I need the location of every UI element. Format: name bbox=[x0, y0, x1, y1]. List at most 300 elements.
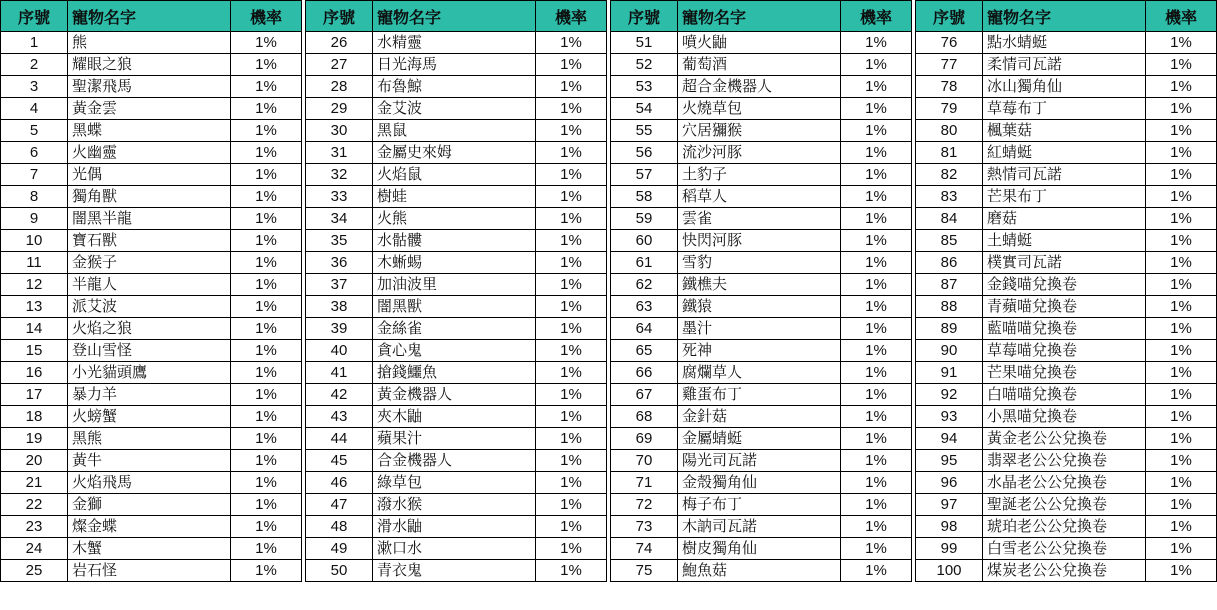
rate-cell: 1% bbox=[841, 450, 912, 472]
rate-cell: 1% bbox=[841, 494, 912, 516]
pet-name-cell: 紅蜻蜓 bbox=[983, 142, 1146, 164]
table-row bbox=[1, 384, 302, 406]
rate-cell: 1% bbox=[841, 164, 912, 186]
rate-cell: 1% bbox=[1146, 252, 1217, 274]
pet-name-cell: 金錢喵兌換卷 bbox=[983, 274, 1146, 296]
pet-name-cell: 火熊 bbox=[373, 208, 536, 230]
table-row bbox=[916, 120, 1217, 142]
rate-cell: 1% bbox=[841, 560, 912, 582]
pet-name-cell: 金猴子 bbox=[68, 252, 231, 274]
pet-name-cell: 水晶老公公兌換卷 bbox=[983, 472, 1146, 494]
rate-cell: 1% bbox=[536, 406, 607, 428]
serial-cell: 74 bbox=[611, 538, 678, 560]
rate-cell: 1% bbox=[841, 54, 912, 76]
rate-cell: 1% bbox=[841, 406, 912, 428]
pet-name-cell: 火幽靈 bbox=[68, 142, 231, 164]
table-row bbox=[306, 318, 607, 340]
pet-name-cell: 金針菇 bbox=[678, 406, 841, 428]
rate-cell: 1% bbox=[231, 274, 302, 296]
table-row bbox=[306, 362, 607, 384]
rate-cell: 1% bbox=[231, 362, 302, 384]
table-row bbox=[916, 560, 1217, 582]
pet-name-cell: 黃金機器人 bbox=[373, 384, 536, 406]
table-row bbox=[611, 472, 912, 494]
rate-cell: 1% bbox=[1146, 560, 1217, 582]
serial-cell: 15 bbox=[1, 340, 68, 362]
rate-cell: 1% bbox=[1146, 406, 1217, 428]
rate-cell: 1% bbox=[231, 252, 302, 274]
rate-cell: 1% bbox=[231, 516, 302, 538]
table-row bbox=[611, 296, 912, 318]
rate-cell: 1% bbox=[536, 274, 607, 296]
serial-cell: 54 bbox=[611, 98, 678, 120]
serial-cell: 69 bbox=[611, 428, 678, 450]
rate-cell: 1% bbox=[1146, 230, 1217, 252]
serial-cell: 80 bbox=[916, 120, 983, 142]
rate-cell: 1% bbox=[841, 362, 912, 384]
serial-cell: 6 bbox=[1, 142, 68, 164]
table-row bbox=[1, 494, 302, 516]
table-row bbox=[306, 428, 607, 450]
table-row bbox=[1, 560, 302, 582]
serial-cell: 67 bbox=[611, 384, 678, 406]
serial-cell: 50 bbox=[306, 560, 373, 582]
serial-cell: 45 bbox=[306, 450, 373, 472]
serial-cell: 92 bbox=[916, 384, 983, 406]
table-row bbox=[611, 384, 912, 406]
col-header-rate: 機率 bbox=[1146, 1, 1217, 32]
rate-cell: 1% bbox=[536, 450, 607, 472]
table-row bbox=[306, 32, 607, 54]
table-row bbox=[306, 560, 607, 582]
serial-cell: 84 bbox=[916, 208, 983, 230]
rate-cell: 1% bbox=[536, 164, 607, 186]
pet-name-cell: 快閃河豚 bbox=[678, 230, 841, 252]
table-row bbox=[1, 230, 302, 252]
serial-cell: 98 bbox=[916, 516, 983, 538]
serial-cell: 77 bbox=[916, 54, 983, 76]
pet-name-cell: 黑蝶 bbox=[68, 120, 231, 142]
pet-name-cell: 超合金機器人 bbox=[678, 76, 841, 98]
table-row bbox=[306, 230, 607, 252]
pet-name-cell: 火螃蟹 bbox=[68, 406, 231, 428]
serial-cell: 75 bbox=[611, 560, 678, 582]
pet-name-cell: 日光海馬 bbox=[373, 54, 536, 76]
col-header-pet-name: 寵物名字 bbox=[983, 1, 1146, 32]
rate-cell: 1% bbox=[536, 252, 607, 274]
serial-cell: 3 bbox=[1, 76, 68, 98]
serial-cell: 43 bbox=[306, 406, 373, 428]
pet-name-cell: 鮑魚菇 bbox=[678, 560, 841, 582]
rate-cell: 1% bbox=[536, 32, 607, 54]
pet-name-cell: 滑水鼬 bbox=[373, 516, 536, 538]
rate-cell: 1% bbox=[1146, 472, 1217, 494]
serial-cell: 90 bbox=[916, 340, 983, 362]
table-row bbox=[611, 274, 912, 296]
serial-cell: 59 bbox=[611, 208, 678, 230]
serial-cell: 46 bbox=[306, 472, 373, 494]
col-header-pet-name: 寵物名字 bbox=[678, 1, 841, 32]
table-row bbox=[916, 494, 1217, 516]
serial-cell: 87 bbox=[916, 274, 983, 296]
rate-cell: 1% bbox=[1146, 296, 1217, 318]
pet-name-cell: 噴火鼬 bbox=[678, 32, 841, 54]
serial-cell: 4 bbox=[1, 98, 68, 120]
serial-cell: 47 bbox=[306, 494, 373, 516]
pet-name-cell: 金屬史來姆 bbox=[373, 142, 536, 164]
pet-name-cell: 小光貓頭鷹 bbox=[68, 362, 231, 384]
pet-name-cell: 鐵猿 bbox=[678, 296, 841, 318]
table-row bbox=[611, 560, 912, 582]
pet-name-cell: 葡萄酒 bbox=[678, 54, 841, 76]
header-row bbox=[1, 1, 302, 32]
pet-name-cell: 夾木鼬 bbox=[373, 406, 536, 428]
serial-cell: 28 bbox=[306, 76, 373, 98]
table-row bbox=[916, 164, 1217, 186]
rate-cell: 1% bbox=[536, 560, 607, 582]
table-row bbox=[916, 76, 1217, 98]
header-row bbox=[306, 1, 607, 32]
serial-cell: 27 bbox=[306, 54, 373, 76]
pet-name-cell: 黑熊 bbox=[68, 428, 231, 450]
col-header-serial: 序號 bbox=[306, 1, 373, 32]
rate-cell: 1% bbox=[841, 428, 912, 450]
pet-rows-group-3 bbox=[611, 32, 912, 582]
serial-cell: 78 bbox=[916, 76, 983, 98]
serial-cell: 81 bbox=[916, 142, 983, 164]
table-row bbox=[611, 516, 912, 538]
table-row bbox=[306, 450, 607, 472]
table-row bbox=[611, 406, 912, 428]
rate-cell: 1% bbox=[1146, 98, 1217, 120]
pet-name-cell: 樹蛙 bbox=[373, 186, 536, 208]
pet-name-cell: 耀眼之狼 bbox=[68, 54, 231, 76]
table-row bbox=[1, 98, 302, 120]
rate-cell: 1% bbox=[841, 472, 912, 494]
rate-cell: 1% bbox=[841, 186, 912, 208]
pet-table-group-4 bbox=[915, 0, 1217, 582]
rate-cell: 1% bbox=[231, 318, 302, 340]
pet-name-cell: 點水蜻蜓 bbox=[983, 32, 1146, 54]
rate-cell: 1% bbox=[841, 208, 912, 230]
serial-cell: 5 bbox=[1, 120, 68, 142]
pet-name-cell: 柔情司瓦諾 bbox=[983, 54, 1146, 76]
pet-name-cell: 聖誕老公公兌換卷 bbox=[983, 494, 1146, 516]
table-row bbox=[611, 208, 912, 230]
rate-cell: 1% bbox=[231, 186, 302, 208]
table-row bbox=[611, 538, 912, 560]
col-header-rate: 機率 bbox=[841, 1, 912, 32]
pet-name-cell: 搶錢鱷魚 bbox=[373, 362, 536, 384]
table-row bbox=[916, 230, 1217, 252]
pet-name-cell: 樸實司瓦諾 bbox=[983, 252, 1146, 274]
serial-cell: 38 bbox=[306, 296, 373, 318]
table-row bbox=[306, 384, 607, 406]
serial-cell: 11 bbox=[1, 252, 68, 274]
table-row bbox=[1, 76, 302, 98]
pet-name-cell: 鐵樵夫 bbox=[678, 274, 841, 296]
serial-cell: 91 bbox=[916, 362, 983, 384]
table-row bbox=[916, 186, 1217, 208]
serial-cell: 79 bbox=[916, 98, 983, 120]
serial-cell: 76 bbox=[916, 32, 983, 54]
serial-cell: 62 bbox=[611, 274, 678, 296]
rate-cell: 1% bbox=[231, 472, 302, 494]
serial-cell: 7 bbox=[1, 164, 68, 186]
pet-name-cell: 火焰之狼 bbox=[68, 318, 231, 340]
rate-cell: 1% bbox=[536, 362, 607, 384]
pet-name-cell: 綠草包 bbox=[373, 472, 536, 494]
table-row bbox=[1, 186, 302, 208]
rate-cell: 1% bbox=[1146, 362, 1217, 384]
rate-cell: 1% bbox=[231, 428, 302, 450]
rate-cell: 1% bbox=[1146, 120, 1217, 142]
rate-cell: 1% bbox=[1146, 142, 1217, 164]
serial-cell: 68 bbox=[611, 406, 678, 428]
pet-name-cell: 火焰飛馬 bbox=[68, 472, 231, 494]
pet-name-cell: 熊 bbox=[68, 32, 231, 54]
table-row bbox=[1, 120, 302, 142]
pet-name-cell: 金屬蜻蜓 bbox=[678, 428, 841, 450]
serial-cell: 37 bbox=[306, 274, 373, 296]
pet-name-cell: 燦金蝶 bbox=[68, 516, 231, 538]
serial-cell: 24 bbox=[1, 538, 68, 560]
rate-cell: 1% bbox=[231, 76, 302, 98]
serial-cell: 42 bbox=[306, 384, 373, 406]
rate-cell: 1% bbox=[536, 142, 607, 164]
serial-cell: 53 bbox=[611, 76, 678, 98]
pet-name-cell: 白喵喵兌換卷 bbox=[983, 384, 1146, 406]
table-row bbox=[306, 208, 607, 230]
pet-name-cell: 穴居獼猴 bbox=[678, 120, 841, 142]
rate-cell: 1% bbox=[231, 494, 302, 516]
pet-name-cell: 梅子布丁 bbox=[678, 494, 841, 516]
rate-cell: 1% bbox=[841, 296, 912, 318]
rate-cell: 1% bbox=[536, 494, 607, 516]
table-row bbox=[611, 164, 912, 186]
pet-name-cell: 金艾波 bbox=[373, 98, 536, 120]
rate-cell: 1% bbox=[536, 120, 607, 142]
table-row bbox=[1, 164, 302, 186]
serial-cell: 30 bbox=[306, 120, 373, 142]
table-row bbox=[1, 538, 302, 560]
table-row bbox=[916, 472, 1217, 494]
table-row bbox=[916, 450, 1217, 472]
rate-cell: 1% bbox=[536, 98, 607, 120]
serial-cell: 64 bbox=[611, 318, 678, 340]
rate-cell: 1% bbox=[536, 208, 607, 230]
table-row bbox=[1, 252, 302, 274]
rate-cell: 1% bbox=[231, 120, 302, 142]
table-row bbox=[1, 318, 302, 340]
pet-name-cell: 黑鼠 bbox=[373, 120, 536, 142]
pet-name-cell: 寶石獸 bbox=[68, 230, 231, 252]
pet-name-cell: 陽光司瓦諾 bbox=[678, 450, 841, 472]
pet-name-cell: 流沙河豚 bbox=[678, 142, 841, 164]
serial-cell: 29 bbox=[306, 98, 373, 120]
rate-cell: 1% bbox=[841, 252, 912, 274]
rate-cell: 1% bbox=[1146, 274, 1217, 296]
col-header-serial: 序號 bbox=[916, 1, 983, 32]
pet-name-cell: 腐爛草人 bbox=[678, 362, 841, 384]
pet-name-cell: 楓葉菇 bbox=[983, 120, 1146, 142]
rate-cell: 1% bbox=[231, 406, 302, 428]
serial-cell: 55 bbox=[611, 120, 678, 142]
table-row bbox=[1, 428, 302, 450]
table-row bbox=[1, 362, 302, 384]
rate-cell: 1% bbox=[536, 76, 607, 98]
serial-cell: 60 bbox=[611, 230, 678, 252]
rate-cell: 1% bbox=[231, 538, 302, 560]
pet-name-cell: 蘋果汁 bbox=[373, 428, 536, 450]
pet-name-cell: 火焰鼠 bbox=[373, 164, 536, 186]
pet-name-cell: 黃金老公公兌換卷 bbox=[983, 428, 1146, 450]
pet-name-cell: 土蜻蜓 bbox=[983, 230, 1146, 252]
serial-cell: 23 bbox=[1, 516, 68, 538]
rate-cell: 1% bbox=[841, 384, 912, 406]
table-row bbox=[306, 186, 607, 208]
pet-name-cell: 黃牛 bbox=[68, 450, 231, 472]
table-row bbox=[916, 428, 1217, 450]
table-row bbox=[611, 76, 912, 98]
table-row bbox=[916, 406, 1217, 428]
pet-name-cell: 黃金雲 bbox=[68, 98, 231, 120]
table-row bbox=[306, 164, 607, 186]
serial-cell: 48 bbox=[306, 516, 373, 538]
table-row bbox=[916, 208, 1217, 230]
serial-cell: 52 bbox=[611, 54, 678, 76]
header-row bbox=[916, 1, 1217, 32]
rate-cell: 1% bbox=[536, 516, 607, 538]
serial-cell: 32 bbox=[306, 164, 373, 186]
table-row bbox=[916, 384, 1217, 406]
table-row bbox=[306, 274, 607, 296]
rate-cell: 1% bbox=[1146, 318, 1217, 340]
rate-cell: 1% bbox=[1146, 76, 1217, 98]
serial-cell: 95 bbox=[916, 450, 983, 472]
serial-cell: 93 bbox=[916, 406, 983, 428]
table-row bbox=[306, 98, 607, 120]
table-row bbox=[916, 274, 1217, 296]
table-row bbox=[1, 516, 302, 538]
pet-name-cell: 墨汁 bbox=[678, 318, 841, 340]
serial-cell: 25 bbox=[1, 560, 68, 582]
rate-cell: 1% bbox=[1146, 186, 1217, 208]
rate-cell: 1% bbox=[1146, 538, 1217, 560]
pet-name-cell: 金獅 bbox=[68, 494, 231, 516]
rate-cell: 1% bbox=[231, 164, 302, 186]
table-row bbox=[1, 274, 302, 296]
serial-cell: 65 bbox=[611, 340, 678, 362]
rate-cell: 1% bbox=[1146, 32, 1217, 54]
col-header-pet-name: 寵物名字 bbox=[373, 1, 536, 32]
col-header-serial: 序號 bbox=[1, 1, 68, 32]
table-row bbox=[611, 450, 912, 472]
pet-name-cell: 加油波里 bbox=[373, 274, 536, 296]
table-row bbox=[306, 494, 607, 516]
table-row bbox=[611, 340, 912, 362]
pet-table-group-1 bbox=[0, 0, 302, 582]
table-row bbox=[916, 32, 1217, 54]
pet-name-cell: 貪心鬼 bbox=[373, 340, 536, 362]
rate-cell: 1% bbox=[1146, 340, 1217, 362]
table-row bbox=[916, 538, 1217, 560]
rate-cell: 1% bbox=[841, 340, 912, 362]
rate-cell: 1% bbox=[231, 384, 302, 406]
serial-cell: 39 bbox=[306, 318, 373, 340]
rate-cell: 1% bbox=[231, 98, 302, 120]
serial-cell: 33 bbox=[306, 186, 373, 208]
serial-cell: 94 bbox=[916, 428, 983, 450]
pet-name-cell: 闇黑獸 bbox=[373, 296, 536, 318]
table-row bbox=[611, 230, 912, 252]
serial-cell: 8 bbox=[1, 186, 68, 208]
table-row bbox=[1, 472, 302, 494]
pet-name-cell: 翡翠老公公兌換卷 bbox=[983, 450, 1146, 472]
table-row bbox=[611, 98, 912, 120]
serial-cell: 21 bbox=[1, 472, 68, 494]
rate-cell: 1% bbox=[536, 384, 607, 406]
rate-cell: 1% bbox=[841, 32, 912, 54]
rate-cell: 1% bbox=[231, 340, 302, 362]
pet-name-cell: 土豹子 bbox=[678, 164, 841, 186]
table-row bbox=[1, 54, 302, 76]
pet-name-cell: 青蘋喵兌換卷 bbox=[983, 296, 1146, 318]
serial-cell: 34 bbox=[306, 208, 373, 230]
table-row bbox=[611, 494, 912, 516]
serial-cell: 63 bbox=[611, 296, 678, 318]
table-row bbox=[916, 98, 1217, 120]
pet-name-cell: 磨菇 bbox=[983, 208, 1146, 230]
pet-name-cell: 岩石怪 bbox=[68, 560, 231, 582]
pet-rows-group-1 bbox=[1, 32, 302, 582]
serial-cell: 66 bbox=[611, 362, 678, 384]
table-row bbox=[306, 296, 607, 318]
pet-name-cell: 芒果喵兌換卷 bbox=[983, 362, 1146, 384]
rate-cell: 1% bbox=[536, 296, 607, 318]
table-row bbox=[611, 186, 912, 208]
rate-cell: 1% bbox=[1146, 54, 1217, 76]
pet-rows-group-4 bbox=[916, 32, 1217, 582]
col-header-rate: 機率 bbox=[536, 1, 607, 32]
rate-cell: 1% bbox=[231, 54, 302, 76]
table-row bbox=[1, 406, 302, 428]
serial-cell: 1 bbox=[1, 32, 68, 54]
table-row bbox=[306, 252, 607, 274]
header-row bbox=[611, 1, 912, 32]
rate-cell: 1% bbox=[231, 230, 302, 252]
pet-name-cell: 水骷髏 bbox=[373, 230, 536, 252]
rate-cell: 1% bbox=[1146, 384, 1217, 406]
pet-name-cell: 煤炭老公公兌換卷 bbox=[983, 560, 1146, 582]
pet-name-cell: 暴力羊 bbox=[68, 384, 231, 406]
rate-cell: 1% bbox=[231, 142, 302, 164]
pet-name-cell: 木蜥蜴 bbox=[373, 252, 536, 274]
table-row bbox=[916, 318, 1217, 340]
rate-cell: 1% bbox=[231, 450, 302, 472]
table-row bbox=[611, 120, 912, 142]
rate-cell: 1% bbox=[536, 230, 607, 252]
serial-cell: 97 bbox=[916, 494, 983, 516]
pet-name-cell: 草莓喵兌換卷 bbox=[983, 340, 1146, 362]
serial-cell: 72 bbox=[611, 494, 678, 516]
pet-name-cell: 藍喵喵兌換卷 bbox=[983, 318, 1146, 340]
serial-cell: 9 bbox=[1, 208, 68, 230]
table-row bbox=[611, 142, 912, 164]
table-row bbox=[916, 340, 1217, 362]
serial-cell: 73 bbox=[611, 516, 678, 538]
serial-cell: 17 bbox=[1, 384, 68, 406]
